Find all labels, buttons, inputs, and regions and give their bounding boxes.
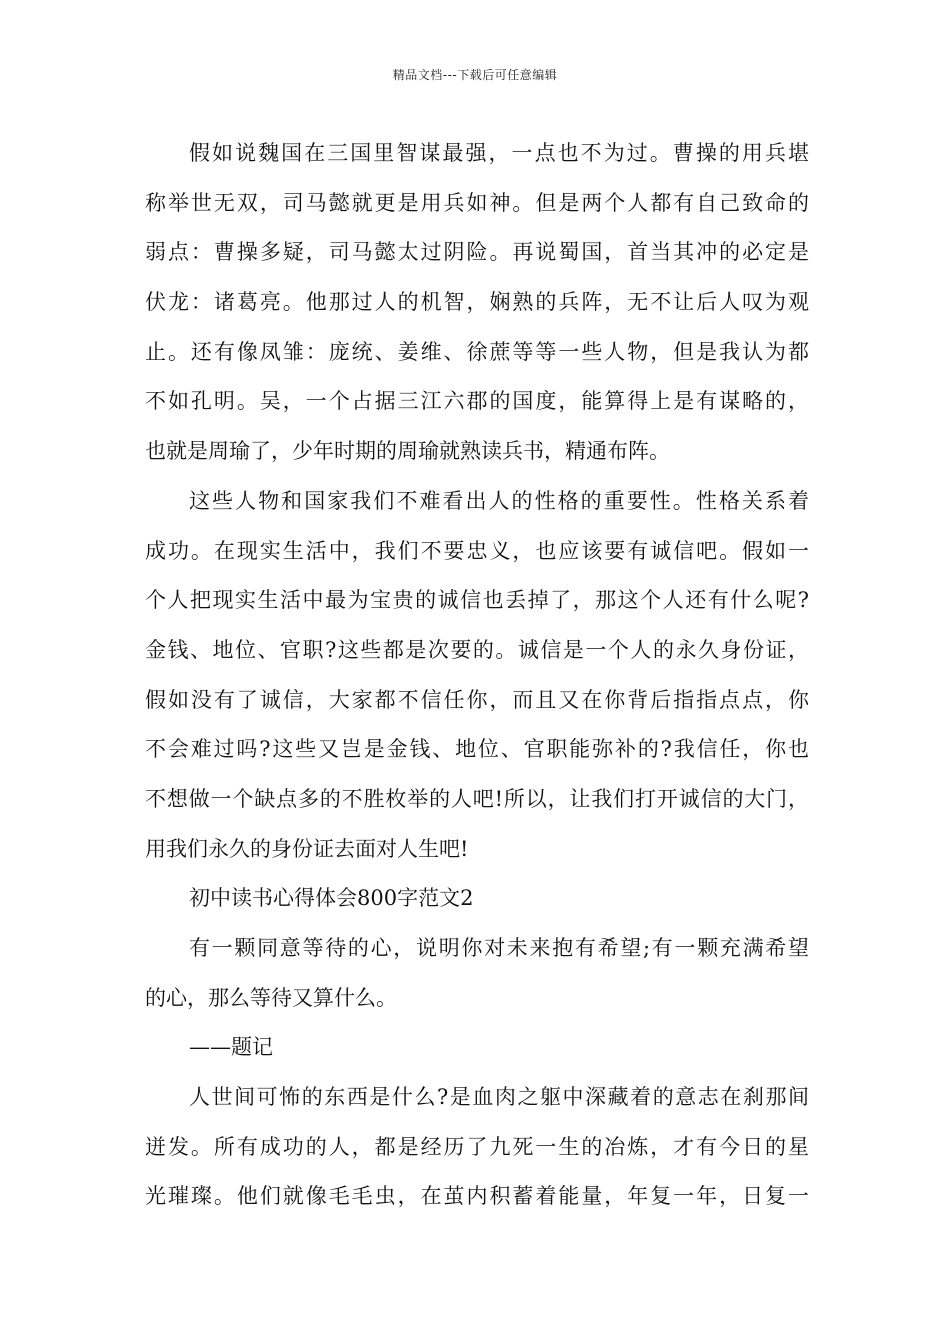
paragraph-line: 称举世无双，司马懿就更是用兵如神。但是两个人都有自己致命的: [145, 190, 809, 215]
paragraph-line: 止。还有像凤雏：庞统、姜维、徐蔗等等一些人物，但是我认为都: [145, 339, 809, 364]
paragraph-line: 也就是周瑜了，少年时期的周瑜就熟读兵书，精通布阵。: [145, 439, 670, 464]
paragraph-line: 弱点：曹操多疑，司马懿太过阴险。再说蜀国，首当其冲的必定是: [145, 240, 809, 265]
paragraph-line: 个人把现实生活中最为宝贵的诚信也丢掉了，那这个人还有什么呢?: [145, 588, 809, 613]
paragraph-line: 有一颗同意等待的心，说明你对未来抱有希望;有一颗充满希望: [189, 936, 809, 960]
paragraph-line: 成功。在现实生活中，我们不要忠义，也应该要有诚信吧。假如一: [145, 538, 809, 563]
paragraph-line: 不想做一个缺点多的不胜枚举的人吧!所以，让我们打开诚信的大门，: [145, 786, 809, 811]
page-header: 精品文档---下载后可任意编辑: [392, 68, 558, 82]
paragraph-epigraph: [145, 924, 809, 1023]
paragraph-line: 迸发。所有成功的人，都是经历了九死一生的冶炼，才有今日的星: [145, 1134, 809, 1159]
paragraph-line: 伏龙：诸葛亮。他那过人的机智，娴熟的兵阵，无不让后人叹为观: [145, 290, 809, 315]
paragraph-line: 假如没有了诚信，大家都不信任你，而且又在你背后指指点点，你: [145, 687, 809, 712]
paragraph-line: 光璀璨。他们就像毛毛虫，在茧内积蓄着能量，年复一年，日复一: [145, 1184, 809, 1209]
paragraph-line: 金钱、地位、官职?这些都是次要的。诚信是一个人的永久身份证，: [145, 637, 809, 662]
paragraph-line: 不会难过吗?这些又岂是金钱、地位、官职能弥补的?我信任，你也: [145, 737, 809, 762]
epigraph-attribution: [145, 1023, 809, 1073]
paragraph-line: 这些人物和国家我们不难看出人的性格的重要性。性格关系着: [189, 488, 809, 513]
paragraph-wei-shu-wu: [145, 129, 809, 477]
paragraph-line: 用我们永久的身份证去面对人生吧!: [145, 836, 469, 861]
paragraph-line: 不如孔明。吴，一个占据三江六郡的国度，能算得上是有谋略的，: [145, 389, 809, 414]
paragraph-character-integrity: [145, 477, 809, 875]
paragraph-line: 假如说魏国在三国里智谋最强，一点也不为过。曹操的用兵堪: [189, 141, 809, 165]
attribution-line: ——题记: [189, 1035, 273, 1060]
heading-line: 初中读书心得体会800字范文2: [189, 886, 474, 911]
paragraph-line: 人世间可怖的东西是什么?是血肉之躯中深藏着的意志在刹那间: [189, 1085, 809, 1110]
document-body: [145, 129, 809, 1222]
paragraph-line: 的心，那么等待又算什么。: [145, 985, 397, 1010]
section-heading: [145, 874, 809, 924]
paragraph-willpower: [145, 1073, 809, 1222]
